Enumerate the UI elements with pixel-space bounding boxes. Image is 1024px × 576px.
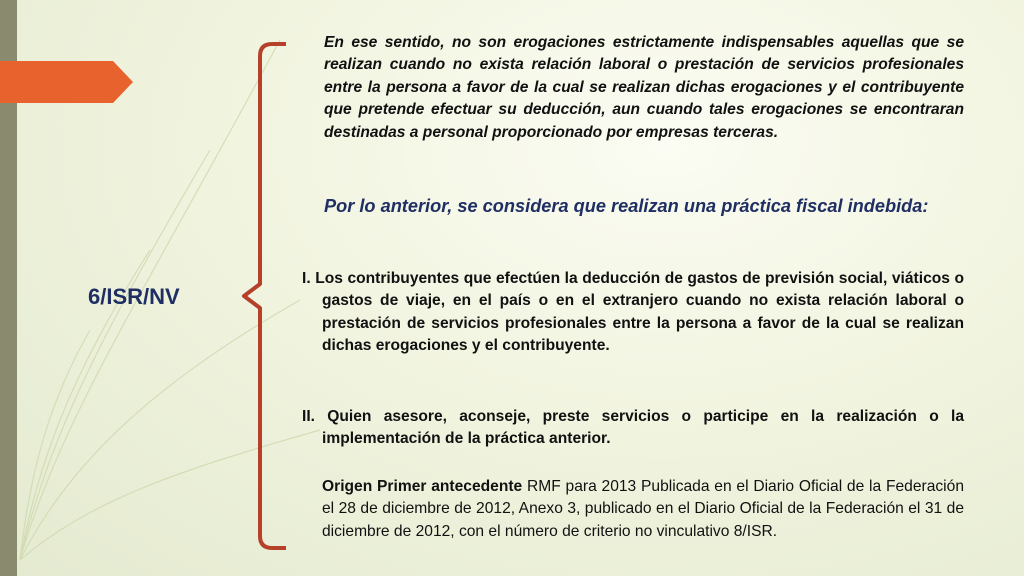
origin-label: Origen Primer antecedente <box>322 478 523 495</box>
paragraph-origin <box>322 476 964 543</box>
list-item-1: I. Los contribuyentes que efectúen la deducción de gastos de previsión social, viáticos o gastos de viaje, en el país o en el extranjero cuando no exista relación laboral o prestación de servicios profesionales entre la persona a favor de la cual se realizan dichas erogaciones y el contribuyente. <box>302 270 964 355</box>
list-item-2: II. Quien asesore, aconseje, preste servicios o participe en la realización o la implementación de la práctica anterior. <box>302 408 964 448</box>
paragraph-not-deductible: En ese sentido, no son erogaciones estrictamente indispensables aquellas que se realizan cuando no exista relación laboral o prestación de servicios profesionales entre la persona a favor de la cual se realizan dichas erogaciones y el contribuyente que pretende efectuar su deducción, aun cuando tales erogaciones se encontraran destinadas a personal proporcionado por empresas terceras. <box>324 34 964 141</box>
paragraph-conclusion: Por lo anterior, se considera que realizan una práctica fiscal indebida: <box>324 196 929 216</box>
origin-text: RMF para 2013 Publicada en el Diario Oficial de la Federación el 28 de diciembre de 2012, Anexo 3, publicado en el Diario Oficial de la Federación el 31 de diciembre de 2012, con el número de criterio no vinculativo 8/ISR. <box>322 478 964 540</box>
rule-code-label: 6/ISR/NV <box>88 284 180 309</box>
